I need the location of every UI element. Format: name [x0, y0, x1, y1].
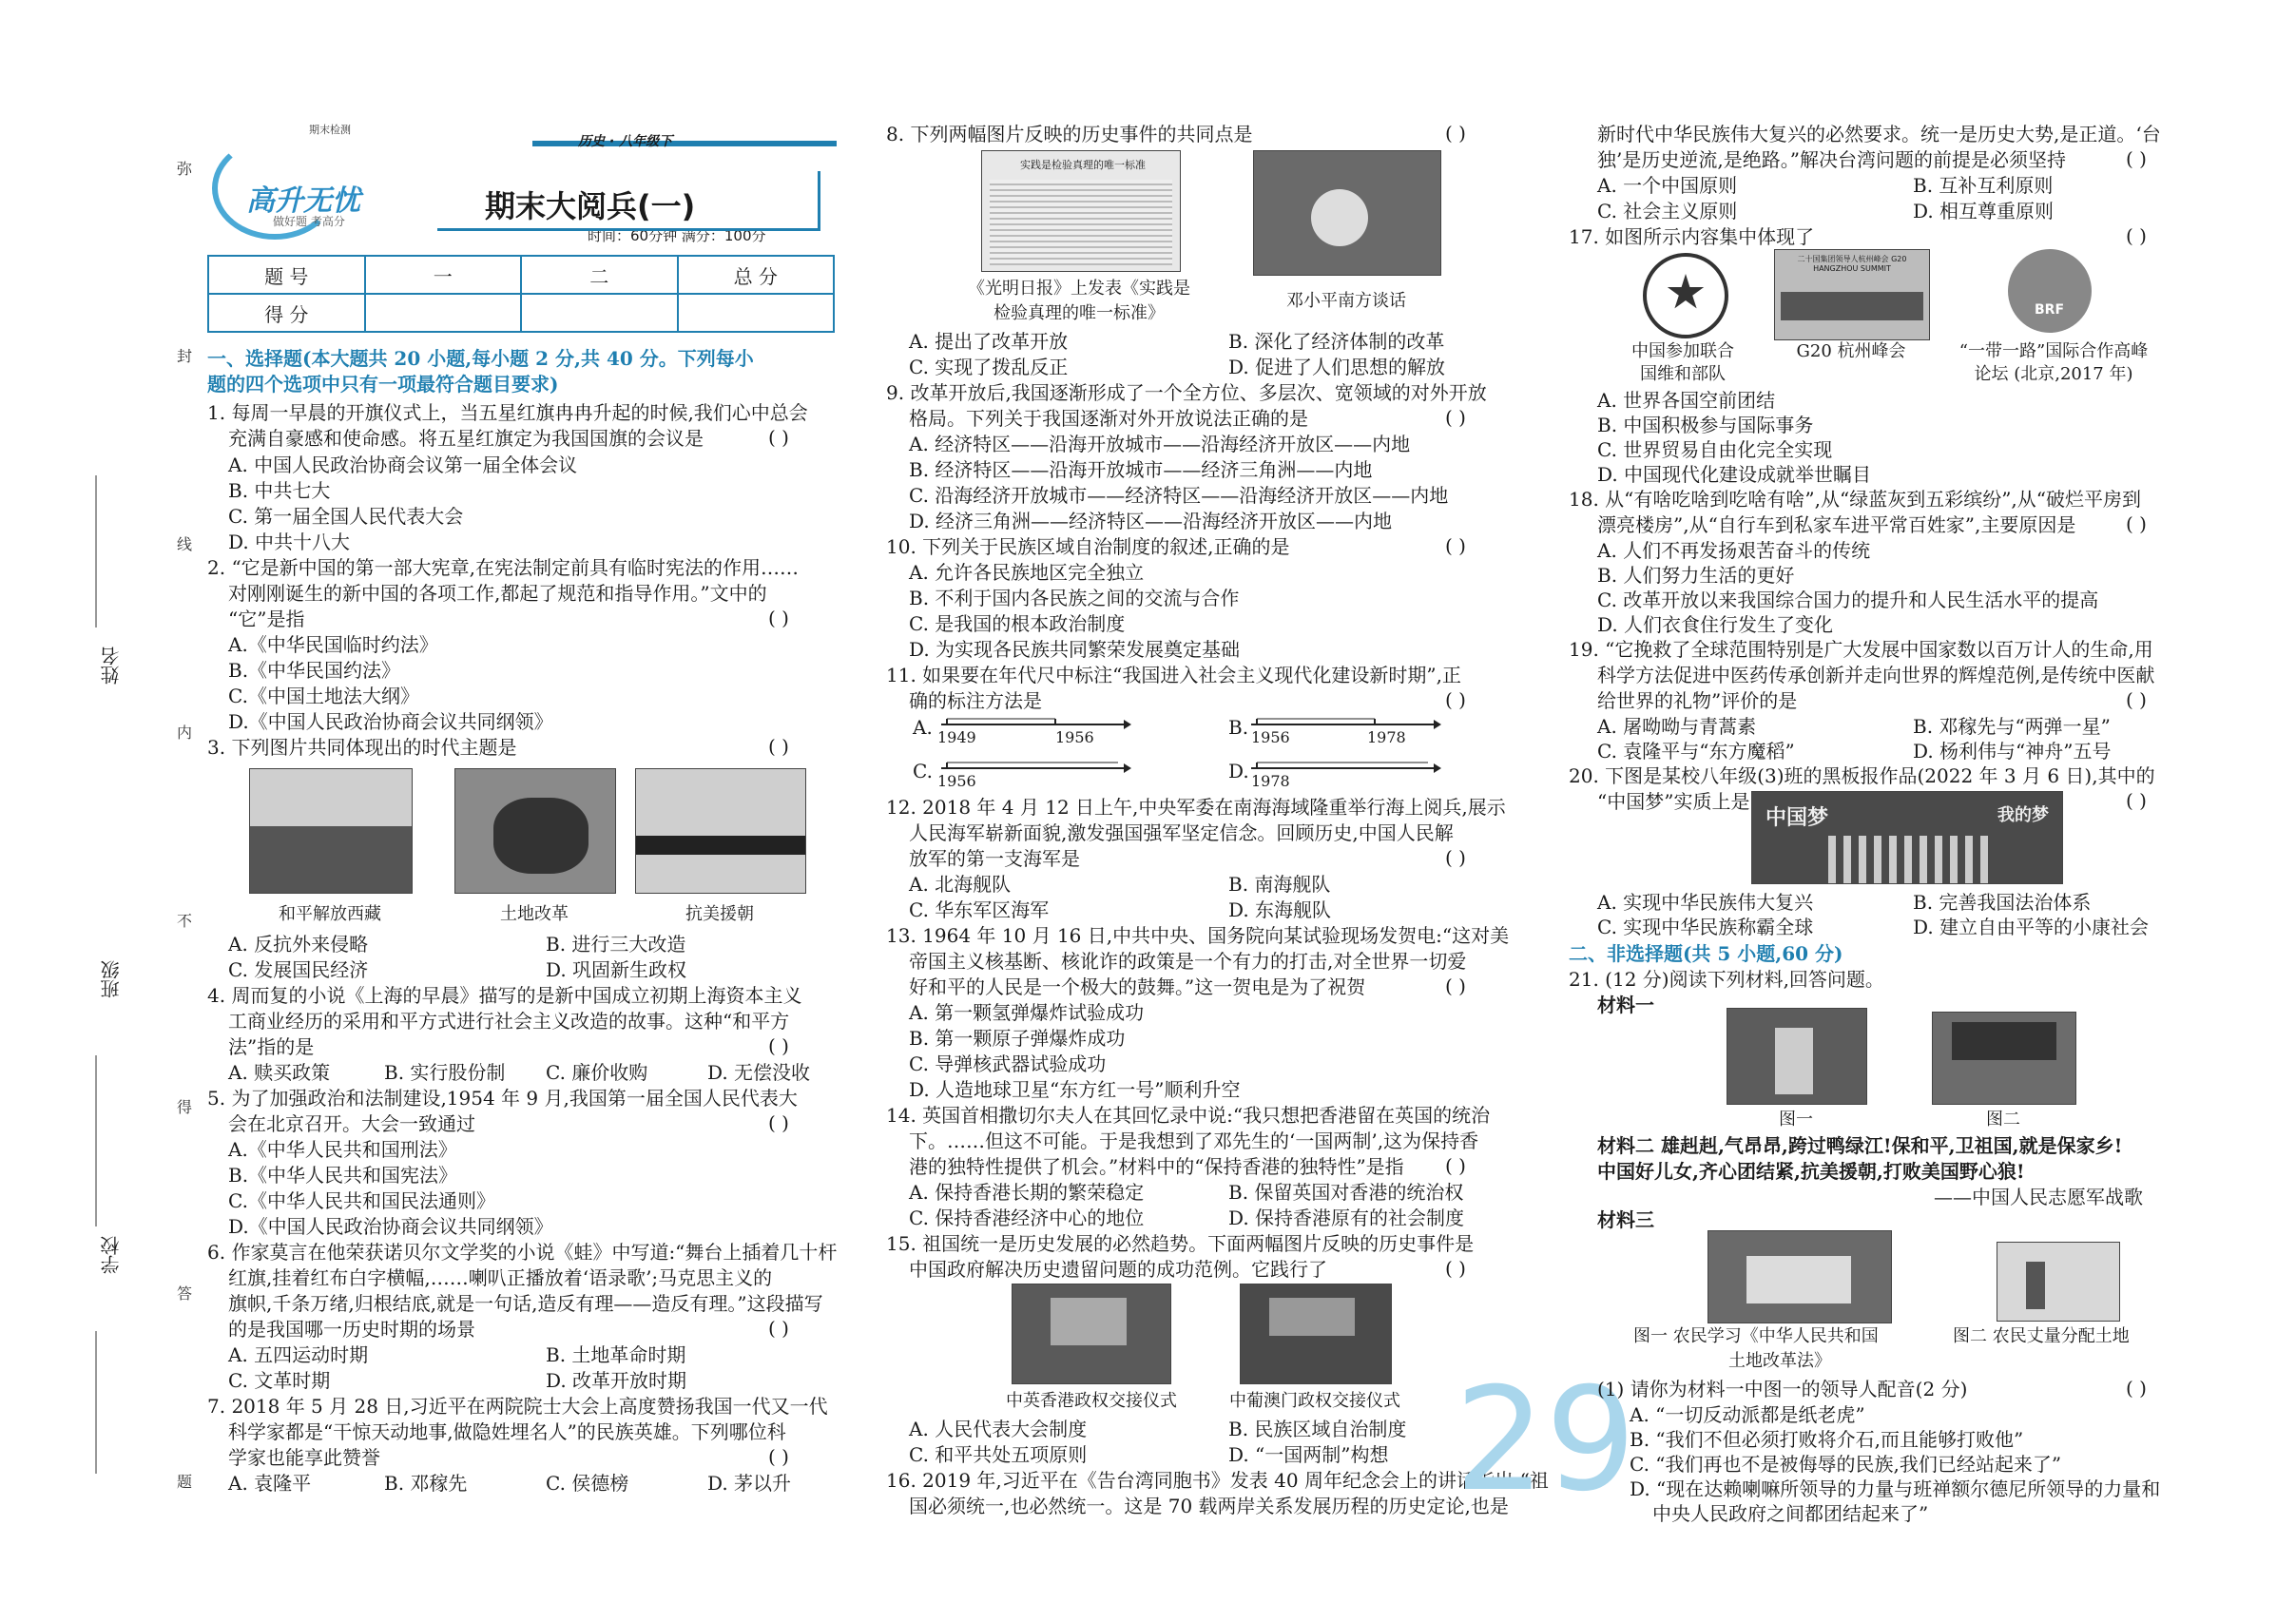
answer-blank[interactable]: ( ): [2126, 512, 2147, 535]
section1-title-cont: 题的四个选项中只有一项最符合题目要求): [207, 373, 559, 396]
timeline-year: 1978: [1367, 728, 1406, 746]
option[interactable]: B. 保留英国对香港的统治权: [1228, 1181, 1464, 1204]
answer-blank[interactable]: ( ): [1445, 846, 1466, 869]
option[interactable]: C. 廉价收购: [546, 1061, 648, 1084]
q14-stem: 14. 英国首相撒切尔夫人在其回忆录中说:“我只想把香港留在英国的统治: [886, 1104, 1491, 1127]
option[interactable]: A. 经济特区——沿海开放城市——沿海经济开放区——内地: [909, 433, 1411, 455]
option[interactable]: A. 实现中华民族伟大复兴: [1597, 891, 1814, 914]
option[interactable]: C. 改革开放以来我国综合国力的提升和人民生活水平的提高: [1597, 589, 2099, 611]
answer-blank[interactable]: ( ): [1445, 688, 1466, 711]
q14-stem: 下。……但这不可能。于是我想到了邓先生的‘一国两制’,这为保持香: [909, 1130, 1479, 1152]
photo-land-law-study: [1708, 1230, 1892, 1323]
option[interactable]: A. 中国人民政治协商会议第一届全体会议: [228, 454, 578, 476]
field-label-class: 班级: [100, 960, 123, 998]
class-field[interactable]: [95, 960, 124, 1074]
material-2-text: 中国好儿女,齐心团结紧,抗美援朝,打败美国野心狼!: [1597, 1160, 2025, 1183]
option[interactable]: D. 为实现各民族共同繁荣发展奠定基础: [909, 638, 1241, 661]
q14-stem: 港的独特性提供了机会。”材料中的“保持香港的独特性”是指: [909, 1155, 1404, 1178]
caption: “一带一路”国际合作高峰: [1958, 341, 2149, 361]
option[interactable]: 中央人民政府之间都团结起来了”: [1652, 1502, 1929, 1525]
blackboard: [1751, 791, 2063, 884]
subject-label: 历史 · 八年级下: [578, 134, 673, 149]
option[interactable]: A. 反抗外来侵略: [228, 933, 369, 956]
material-3-label: 材料三: [1597, 1208, 1654, 1231]
option-label[interactable]: D.: [1228, 760, 1249, 782]
photo-land-reform: [454, 768, 616, 894]
logo-text: 高升无忧: [246, 184, 360, 218]
option[interactable]: A. 人民代表大会制度: [909, 1418, 1088, 1440]
option[interactable]: D. “现在达赖喇嘛所领导的力量与班禅额尔德尼所领导的力量和: [1630, 1477, 2161, 1500]
option[interactable]: D. 人们衣食住行发生了变化: [1597, 613, 1834, 636]
caption: 国维和部队: [1640, 364, 1726, 384]
option[interactable]: B. 人们努力生活的更好: [1597, 564, 1795, 587]
option[interactable]: D. 经济三角洲——经济特区——沿海经济开放区——内地: [909, 510, 1393, 532]
option[interactable]: B. 不利于国内各民族之间的交流与合作: [909, 587, 1240, 609]
option[interactable]: B.《中华人民共和国宪法》: [228, 1164, 458, 1187]
photo-tiananmen: [1932, 1012, 2076, 1105]
material-1-label: 材料一: [1597, 994, 1654, 1016]
option[interactable]: C. 发展国民经济: [228, 958, 369, 981]
option[interactable]: D.《中国人民政治协商会议共同纲领》: [228, 1215, 553, 1238]
q3-stem: 3. 下列图片共同体现出的时代主题是: [207, 736, 517, 759]
option[interactable]: C. 是我国的根本政治制度: [909, 612, 1126, 635]
score-cell: 二: [521, 256, 678, 294]
answer-blank[interactable]: ( ): [1445, 1154, 1466, 1177]
seal-char: 答: [177, 1284, 193, 1303]
option[interactable]: B. 南海舰队: [1228, 873, 1331, 896]
material-2-source: ——中国人民志愿军战歌: [1934, 1186, 2143, 1208]
option[interactable]: D. 保持香港原有的社会制度: [1228, 1207, 1465, 1229]
option[interactable]: D. 相互尊重原则: [1913, 200, 2055, 222]
option[interactable]: C. 侯德榜: [546, 1472, 629, 1495]
option[interactable]: C. 文革时期: [228, 1369, 331, 1392]
logo-small-tag: 期末检测: [309, 124, 351, 136]
option[interactable]: A. 第一颗氢弹爆炸试验成功: [909, 1001, 1145, 1024]
option[interactable]: D. 建立自由平等的小康社会: [1913, 916, 2150, 938]
option[interactable]: D. 中共十八大: [228, 531, 351, 553]
option[interactable]: D. 茅以升: [707, 1472, 792, 1495]
timeline-arrow: [1434, 720, 1441, 729]
field-line: [95, 1055, 97, 1226]
photo-korea: [635, 768, 806, 894]
q8-stem: 8. 下列两幅图片反映的历史事件的共同点是: [886, 123, 1253, 145]
score-table-row: [208, 294, 834, 332]
q21-stem: 21. (12 分)阅读下列材料,回答问题。: [1569, 968, 1884, 991]
option[interactable]: B. 互补互利原则: [1913, 174, 2054, 197]
field-label-name: 姓名: [100, 647, 123, 685]
option[interactable]: D. 东海舰队: [1228, 898, 1332, 921]
logo-sub: 做好题 考高分: [273, 215, 345, 228]
caption: 《光明日报》上发表《实践是: [968, 279, 1190, 299]
option[interactable]: B. 民族区域自治制度: [1228, 1418, 1407, 1440]
answer-blank[interactable]: ( ): [768, 426, 789, 449]
answer-blank[interactable]: ( ): [2126, 789, 2147, 812]
score-cell: 总 分: [678, 256, 835, 294]
caption: 检验真理的唯一标准》: [994, 303, 1165, 323]
score-input[interactable]: [521, 294, 678, 332]
answer-blank[interactable]: ( ): [1445, 534, 1466, 557]
q9-stem: 9. 改革开放后,我国逐渐形成了一个全方位、多层次、宽领域的对外开放: [886, 381, 1487, 404]
q7-stem: 科学家都是“干惊天动地事,做隐姓埋名人”的民族英雄。下列哪位科: [228, 1420, 786, 1443]
q19-stem: 19. “它挽救了全球范围特别是广大发展中国家数以百万计人的生命,用: [1569, 638, 2153, 661]
caption: 图二 农民丈量分配土地: [1953, 1326, 2130, 1346]
caption: 和平解放西藏: [279, 904, 381, 924]
timeline-arrow: [1434, 763, 1441, 773]
q16-stem-cont: 独’是历史逆流,是绝路。”解决台湾问题的前提是必须坚持: [1597, 148, 2066, 171]
option[interactable]: C. 保持香港经济中心的地位: [909, 1207, 1145, 1229]
q11-stem: 确的标注方法是: [909, 689, 1042, 712]
photo-g20: [1774, 249, 1930, 340]
q21-sub1-stem: (1) 请你为材料一中图一的领导人配音(2 分): [1597, 1378, 1968, 1400]
option[interactable]: D. “一国两制”构想: [1228, 1443, 1389, 1466]
option[interactable]: D. 巩固新生政权: [546, 958, 687, 981]
option[interactable]: C. 世界贸易自由化完全实现: [1597, 438, 1833, 461]
q10-stem: 10. 下列关于民族区域自治制度的叙述,正确的是: [886, 535, 1290, 558]
field-line: [95, 1331, 97, 1474]
section2-title: 二、非选择题(共 5 小题,60 分): [1569, 942, 1843, 965]
option[interactable]: A. 赎买政策: [228, 1061, 331, 1084]
seal-char: 弥: [177, 160, 193, 178]
answer-blank[interactable]: ( ): [1445, 1257, 1466, 1280]
score-cell: 得 分: [208, 294, 365, 332]
answer-blank[interactable]: ( ): [2126, 224, 2147, 247]
q17-stem: 17. 如图所示内容集中体现了: [1569, 225, 1815, 248]
option[interactable]: A.《中华人民共和国刑法》: [228, 1138, 457, 1161]
option[interactable]: D. 杨利伟与“神舟”五号: [1913, 740, 2112, 763]
page-title: 期末大阅兵(一): [485, 188, 696, 224]
answer-blank[interactable]: ( ): [768, 607, 789, 629]
caption: 论坛 (北京,2017 年): [1974, 364, 2133, 384]
q19-stem: 科学方法促进中医药传承创新并走向世界的辉煌范例,是传统中医献: [1597, 664, 2155, 686]
option[interactable]: A. “一切反动派都是纸老虎”: [1630, 1403, 1865, 1426]
q19-stem: 给世界的礼物”评价的是: [1597, 689, 1798, 712]
option[interactable]: B. 完善我国法治体系: [1913, 891, 2092, 914]
photo-land-measuring: [1997, 1242, 2120, 1322]
field-label-school: 学校: [100, 1236, 123, 1274]
caption: 邓小平南方谈话: [1286, 291, 1406, 311]
option[interactable]: B. 深化了经济体制的改革: [1228, 330, 1445, 353]
option[interactable]: B. 第一颗原子弹爆炸成功: [909, 1027, 1126, 1050]
photo-founding-ceremony: [1727, 1008, 1867, 1105]
timeline-year: 1956: [1055, 728, 1094, 746]
option[interactable]: C.《中国土地法大纲》: [228, 685, 419, 707]
option[interactable]: D. 无偿没收: [707, 1061, 811, 1084]
option[interactable]: A. 一个中国原则: [1597, 174, 1738, 197]
option[interactable]: C. 第一届全国人民代表大会: [228, 505, 464, 528]
answer-blank[interactable]: ( ): [2126, 1377, 2147, 1400]
option[interactable]: D. 人造地球卫星“东方红一号”顺利升空: [909, 1078, 1241, 1101]
q12-stem: 放军的第一支海军是: [909, 847, 1080, 870]
q20-stem: 20. 下图是某校八年级(3)班的黑板报作品(2022 年 3 月 6 日),其中的: [1569, 764, 2155, 787]
g20-banner: 二十国集团领导人杭州峰会 G20 HANGZHOU SUMMIT: [1797, 255, 1907, 273]
option[interactable]: C. “我们再也不是被侮辱的民族,我们已经站起来了”: [1630, 1453, 2062, 1476]
option[interactable]: B.《中华民国约法》: [228, 659, 401, 682]
answer-blank[interactable]: ( ): [768, 735, 789, 758]
option[interactable]: B. 土地革命时期: [546, 1343, 686, 1366]
score-input[interactable]: [365, 294, 522, 332]
answer-blank[interactable]: ( ): [1445, 975, 1466, 997]
q7-stem: 学家也能享此赞誉: [228, 1446, 380, 1469]
option[interactable]: B. “我们不但必须打败将介石,而且能够打败他”: [1630, 1428, 2024, 1451]
answer-blank[interactable]: ( ): [768, 1317, 789, 1340]
option[interactable]: C.《中华人民共和国民法通则》: [228, 1189, 495, 1212]
un-peacekeeping-emblem: [1643, 253, 1728, 338]
q18-stem: 18. 从“有啥吃啥到吃啥有啥”,从“绿蓝灰到五彩缤纷”,从“破烂平房到: [1569, 488, 2142, 511]
section1-title: 一、选择题(本大题共 20 小题,每小题 2 分,共 40 分。下列每小: [207, 347, 754, 370]
score-input[interactable]: [678, 294, 835, 332]
option[interactable]: D. 中国现代化建设成就举世瞩目: [1597, 463, 1872, 486]
score-cell: 一: [365, 256, 522, 294]
board-title-right: 我的梦: [1997, 805, 2049, 825]
photo-hk-handover: [1012, 1284, 1171, 1384]
q6-stem: 6. 作家莫言在他荣获诺贝尔文学奖的小说《蛙》中写道:“舞台上插着几十杆: [207, 1241, 838, 1264]
option[interactable]: C. 实现中华民族称霸全球: [1597, 916, 1814, 938]
option[interactable]: A. 世界各国空前团结: [1597, 389, 1776, 412]
option[interactable]: A. 保持香港长期的繁荣稳定: [909, 1181, 1145, 1204]
option[interactable]: C. 和平共处五项原则: [909, 1443, 1088, 1466]
q13-stem: 13. 1964 年 10 月 16 日,中共中央、国务院向某试验现场发贺电:“这对美: [886, 924, 1510, 947]
answer-blank[interactable]: ( ): [2126, 147, 2147, 170]
logo: [204, 126, 395, 230]
option[interactable]: B. 中共七大: [228, 479, 331, 502]
seal-char: 封: [177, 347, 193, 365]
seal-char: 不: [177, 912, 193, 930]
seal-char: 内: [177, 724, 193, 742]
timeline-arrow: [1124, 720, 1131, 729]
option[interactable]: C. 实现了拨乱反正: [909, 356, 1069, 378]
score-table: [207, 255, 835, 333]
q4-stem: 法”指的是: [228, 1035, 315, 1058]
option[interactable]: B. 邓稼先: [384, 1472, 468, 1495]
option[interactable]: B. 中国积极参与国际事务: [1597, 414, 1814, 436]
caption: G20 杭州峰会: [1796, 341, 1906, 361]
caption: 图二: [1986, 1110, 2020, 1130]
option[interactable]: A. 允许各民族地区完全独立: [909, 561, 1145, 584]
q1-stem: 1. 每周一早晨的开旗仪式上，当五星红旗冉冉升起的时候,我们心中总会: [207, 401, 808, 424]
caption: 中国参加联合: [1631, 341, 1734, 361]
answer-blank[interactable]: ( ): [768, 1111, 789, 1134]
option[interactable]: B. 经济特区——沿海开放城市——经济三角洲——内地: [909, 458, 1373, 481]
q16-stem: 16. 2019 年,习近平在《告台湾同胞书》发表 40 周年纪念会上的讲话指出:“祖: [886, 1469, 1549, 1492]
school-field[interactable]: [95, 1236, 124, 1350]
answer-blank[interactable]: ( ): [1445, 122, 1466, 145]
timeline-year: 1978: [1251, 772, 1290, 790]
q6-stem: 旗帜,千条万绪,归根结底,就是一句话,造反有理——造反有理。”这段描写: [228, 1292, 823, 1315]
option[interactable]: D.《中国人民政治协商会议共同纲领》: [228, 710, 553, 733]
option[interactable]: D. 改革开放时期: [546, 1369, 687, 1392]
score-table-header: [208, 256, 834, 294]
option[interactable]: A. 人们不再发扬艰苦奋斗的传统: [1597, 539, 1871, 562]
option[interactable]: B. 实行股份制: [384, 1061, 506, 1084]
q12-stem: 12. 2018 年 4 月 12 日上午,中央军委在南海海域隆重举行海上阅兵,展示: [886, 796, 1506, 819]
score-cell: 题 号: [208, 256, 365, 294]
option-label[interactable]: B.: [1228, 716, 1249, 739]
option-label[interactable]: C.: [913, 760, 933, 782]
q15-stem: 15. 祖国统一是历史发展的必然趋势。下面两幅图片反映的历史事件是: [886, 1232, 1475, 1255]
timeline-year: 1956: [937, 772, 976, 790]
q6-stem: 红旗,挂着红布白字横幅,……喇叭正播放着‘语录歌’;马克思主义的: [228, 1266, 773, 1289]
q2-stem: 2. “它是新中国的第一部大宪章,在宪法制定前具有临时宪法的作用……: [207, 556, 800, 579]
q13-stem: 帝国主义核基断、核讹诈的政策是一个有力的打击,对全世界一切爱: [909, 950, 1467, 973]
answer-blank[interactable]: ( ): [768, 1034, 789, 1057]
answer-blank[interactable]: ( ): [1445, 406, 1466, 429]
q2-stem: 对刚刚诞生的新中国的各项工作,都起了规范和指导作用。”文中的: [228, 582, 767, 605]
q16-stem: 国必须统一,也必然统一。这是 70 载两岸关系发展历程的历史定论,也是: [909, 1495, 1509, 1517]
timeline-year: 1956: [1251, 728, 1290, 746]
q11-stem: 11. 如果要在年代尺中标注“我国进入社会主义现代化建设新时期”,正: [886, 664, 1461, 686]
q7-stem: 7. 2018 年 5 月 28 日,习近平在两院院士大会上高度赞扬我国一代又一代: [207, 1395, 828, 1418]
q1-stem: 充满自豪感和使命感。将五星红旗定为我国国旗的会议是: [228, 427, 704, 450]
timeline-year: 1949: [937, 728, 976, 746]
q5-stem: 5. 为了加强政治和法制建设,1954 年 9 月,我国第一届全国人民代表大: [207, 1087, 798, 1110]
q4-stem: 4. 周而复的小说《上海的早晨》描写的是新中国成立初期上海资本主义: [207, 984, 802, 1007]
q2-stem: “它”是指: [228, 608, 305, 630]
photo-macau-handover: [1240, 1284, 1392, 1384]
photo-newspaper: [981, 150, 1181, 272]
option[interactable]: B. 进行三大改造: [546, 933, 686, 956]
q6-stem: 的是我国哪一历史时期的场景: [228, 1318, 475, 1341]
option[interactable]: A. 提出了改革开放: [909, 330, 1069, 353]
board-title-left: 中国梦: [1765, 806, 1829, 830]
answer-blank[interactable]: ( ): [768, 1445, 789, 1468]
photo-deng-south: [1253, 150, 1441, 276]
q15-stem: 中国政府解决历史遗留问题的成功范例。它践行了: [909, 1258, 1327, 1281]
newspaper-headline: 实践是检验真理的唯一标准: [1020, 159, 1146, 171]
field-line: [95, 475, 97, 628]
q4-stem: 工商业经历的采用和平方式进行社会主义改造的故事。这种“和平方: [228, 1010, 790, 1033]
photo-tibet: [249, 768, 413, 894]
option[interactable]: C. 导弹核武器试验成功: [909, 1052, 1107, 1075]
caption: 中葡澳门政权交接仪式: [1229, 1391, 1400, 1411]
option[interactable]: B. 邓稼先与“两弹一星”: [1913, 715, 2111, 738]
option[interactable]: A.《中华民国临时约法》: [228, 633, 438, 656]
brf-text: BRF: [2035, 302, 2065, 318]
option[interactable]: C. 华东军区海军: [909, 898, 1050, 921]
name-field[interactable]: [95, 647, 124, 761]
q5-stem: 会在北京召开。大会一致通过: [228, 1112, 475, 1135]
seal-char: 得: [177, 1098, 193, 1116]
option[interactable]: A. 屠呦呦与青蒿素: [1597, 715, 1757, 738]
option[interactable]: C. 社会主义原则: [1597, 200, 1738, 222]
seal-char: 题: [177, 1473, 193, 1491]
caption: 图一: [1779, 1110, 1813, 1130]
q12-stem: 人民海军崭新面貌,激发强国强军坚定信念。回顾历史,中国人民解: [909, 821, 1454, 844]
option[interactable]: A. 五四运动时期: [228, 1343, 369, 1366]
caption: 抗美援朝: [685, 904, 754, 924]
material-2-text: 材料二 雄赳赳,气昂昂,跨过鸭绿江!保和平,卫祖国,就是保家乡!: [1597, 1134, 2123, 1157]
option[interactable]: A. 北海舰队: [909, 873, 1012, 896]
seal-char: 线: [177, 535, 193, 553]
q16-stem-cont: 新时代中华民族伟大复兴的必然要求。统一是历史大势,是正道。‘台: [1597, 123, 2161, 145]
title-bracket: [437, 171, 820, 231]
timeline-arrow: [1124, 763, 1131, 773]
option[interactable]: C. 袁隆平与“东方魔稻”: [1597, 740, 1795, 763]
time-info: 时间：60分钟 满分：100分: [588, 227, 766, 244]
q13-stem: 好和平的人民是一个极大的鼓舞。”这一贺电是为了祝贺: [909, 975, 1366, 998]
brf-logo: [2008, 249, 2092, 333]
q20-stem: “中国梦”实质上是: [1597, 790, 1750, 813]
option[interactable]: A. 袁隆平: [228, 1472, 312, 1495]
caption: 土地改革: [500, 904, 569, 924]
answer-blank[interactable]: ( ): [2126, 688, 2147, 711]
page-number: 29: [1455, 1358, 1636, 1523]
caption: 图一 农民学习《中华人民共和国: [1633, 1326, 1879, 1346]
q18-stem: 漂亮楼房”,从“自行车到私家车进平常百姓家”,主要原因是: [1597, 513, 2076, 536]
q9-stem: 格局。下列关于我国逐渐对外开放说法正确的是: [909, 407, 1308, 430]
caption: 中英香港政权交接仪式: [1006, 1391, 1177, 1411]
caption: 土地改革法》: [1728, 1351, 1831, 1371]
option[interactable]: C. 沿海经济开放城市——经济特区——沿海经济开放区——内地: [909, 484, 1449, 507]
option[interactable]: D. 促进了人们思想的解放: [1228, 356, 1446, 378]
option-label[interactable]: A.: [913, 716, 933, 739]
